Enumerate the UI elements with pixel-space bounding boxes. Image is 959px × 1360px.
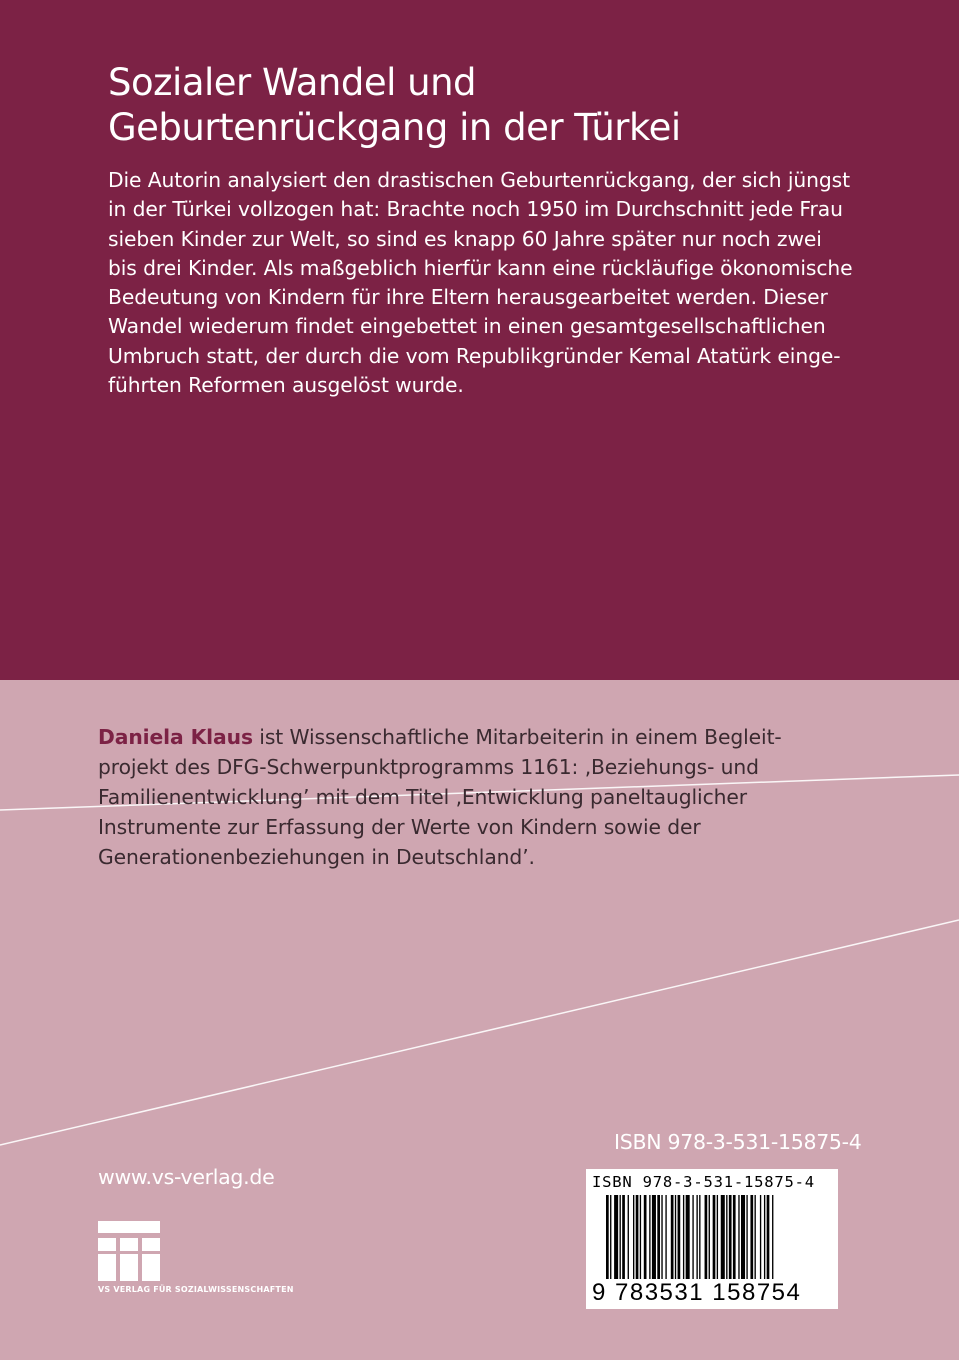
barcode-bar (750, 1195, 753, 1279)
barcode-bar (649, 1195, 650, 1279)
author-bio-line: projekt des DFG-Schwerpunktprogramms 1161: ‚Beziehungs- und (98, 755, 759, 779)
barcode-bar (675, 1195, 676, 1279)
title-line: Geburtenrückgang in der Türkei (108, 106, 681, 149)
book-description (108, 166, 853, 400)
barcode-bar (755, 1195, 756, 1279)
barcode-bar (738, 1195, 739, 1279)
barcode-bar (644, 1195, 647, 1279)
author-bio-line: Instrumente zur Erfassung der Werte von Kindern sowie der (98, 815, 701, 839)
description-line: Wandel wiederum findet eingebettet in einen gesamtgesellschaftlichen (108, 314, 826, 339)
author-bio-first-line (98, 722, 782, 752)
description-line: Umbruch statt, der durch die vom Republikgründer Kemal Atatürk einge- (108, 343, 841, 368)
isbn-text: ISBN 978-3-531-15875-4 (614, 1130, 862, 1154)
description-line: in der Türkei vollzogen hat: Brachte noch 1950 im Durchschnitt jede Frau (108, 197, 843, 222)
barcode-bar (717, 1195, 718, 1279)
barcode-bar (610, 1195, 611, 1279)
barcode-bar (633, 1195, 634, 1279)
barcode-bar (686, 1195, 690, 1279)
website-link[interactable]: www.vs-verlag.de (98, 1165, 275, 1189)
barcode-bar (683, 1195, 684, 1279)
barcode-isbn-label: ISBN 978-3-531-15875-4 (592, 1173, 815, 1191)
description-line: Die Autorin analysiert den drastischen Geburtenrückgang, der sich jüngst (108, 168, 850, 192)
description-line: Bedeutung von Kindern für ihre Eltern herausgearbeitet werden. Dieser (108, 285, 828, 310)
barcode-bar (620, 1195, 621, 1279)
barcode-bar (767, 1195, 770, 1279)
barcode-bar (726, 1195, 727, 1279)
barcode-bar (772, 1195, 773, 1279)
barcode-bar (729, 1195, 732, 1279)
author-bio-line: Generationenbeziehungen in Deutschland’. (98, 845, 535, 869)
publisher-caption: VS VERLAG FÜR SOZIALWISSENSCHAFTEN (98, 1285, 294, 1294)
author-name: Daniela Klaus (98, 725, 253, 749)
barcode-bar (657, 1195, 660, 1279)
barcode-bar (696, 1195, 697, 1279)
barcode-bar (721, 1195, 725, 1279)
book-title (108, 60, 681, 150)
description-line: führten Reformen ausgelöst wurde. (108, 373, 464, 398)
barcode-bar (678, 1195, 681, 1279)
barcode (586, 1169, 838, 1309)
barcode-bar (652, 1195, 656, 1279)
title-line: Sozialer Wandel und (108, 61, 477, 104)
barcode-bar (636, 1195, 639, 1279)
barcode-icon (606, 1195, 820, 1279)
barcode-bar (705, 1195, 708, 1279)
barcode-bar (661, 1195, 662, 1279)
barcode-bar (713, 1195, 716, 1279)
barcode-bar (760, 1195, 761, 1279)
barcode-bar (746, 1195, 747, 1279)
barcode-bar (671, 1195, 674, 1279)
barcode-bar (614, 1195, 618, 1279)
author-bio-line: Familienentwicklung’ mit dem Titel ‚Entwicklung paneltauglicher (98, 785, 748, 809)
description-line: bis drei Kinder. Als maßgeblich hierfür kann eine rückläufige ökonomische (108, 255, 853, 280)
barcode-bar (628, 1195, 629, 1279)
barcode-bar (699, 1195, 700, 1279)
barcode-bar (622, 1195, 625, 1279)
barcode-bar (709, 1195, 710, 1279)
barcode-bar (741, 1195, 745, 1279)
author-bio-text: ist Wissenschaftliche Mitarbeiterin in einem Begleit- (252, 725, 782, 749)
barcode-bar (606, 1195, 609, 1279)
barcode-digits: 9 783531 158754 (592, 1279, 802, 1306)
author-bio (98, 722, 782, 872)
description-line: sieben Kinder zur Welt, so sind es knapp 60 Jahre später nur noch zwei (108, 226, 822, 251)
barcode-bar (733, 1195, 736, 1279)
barcode-bar (665, 1195, 666, 1279)
barcode-bar (692, 1195, 693, 1279)
publisher-logo-icon (98, 1221, 160, 1281)
barcode-bar (640, 1195, 641, 1279)
barcode-bar (764, 1195, 765, 1279)
